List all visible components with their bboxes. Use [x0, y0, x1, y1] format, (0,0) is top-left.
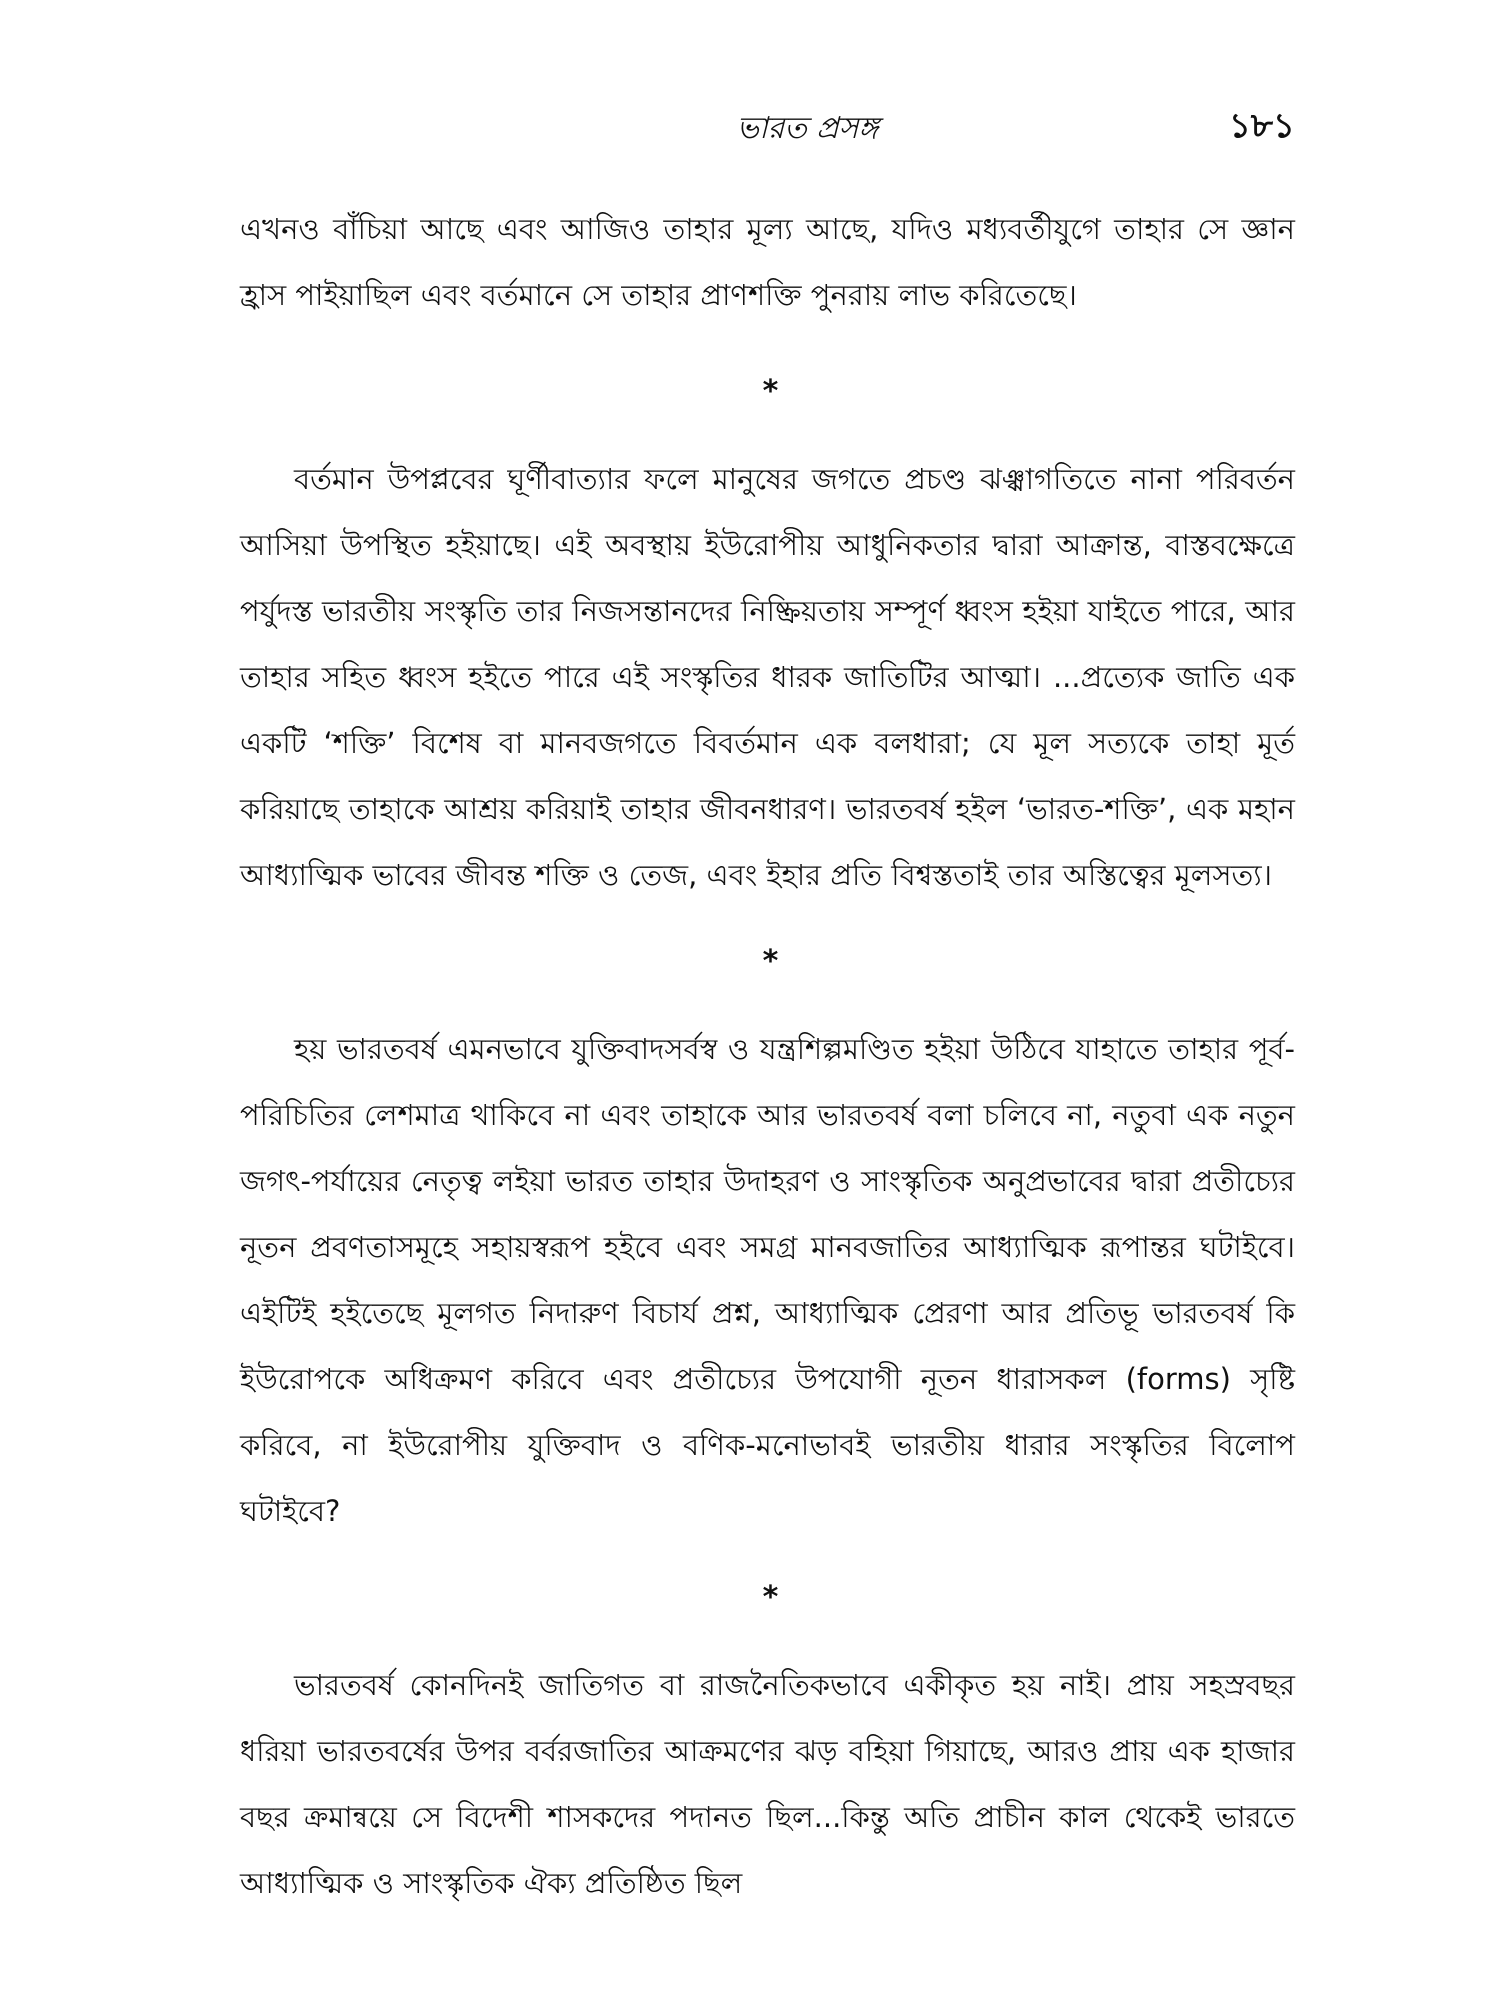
page-number: ১৮১	[1228, 106, 1295, 146]
paragraph: হয় ভারতবর্ষ এমনভাবে যুক্তিবাদসর্বস্ব ও যন্ত্রশিল্পমণ্ডিত হইয়া উঠিবে যাহাতে তাহার পূর্ব-পরিচিতির লেশমাত্র থাকিবে না এবং তাহাকে আর ভারতবর্ষ বলা চলিবে না, নতুবা এক নতুন জগৎ-পর্যায়ের নেতৃত্ব লইয়া ভারত তাহার উদাহরণ ও সাংস্কৃতিক অনুপ্রভাবের দ্বারা প্রতীচ্যের নূতন প্রবণতাসমূহে সহায়স্বরূপ হইবে এবং সমগ্র মানবজাতির আধ্যাত্মিক রূপান্তর ঘটাইবে। এইটিই হইতেছে মূলগত নিদারুণ বিচার্য প্রশ্ন, আধ্যাত্মিক প্রেরণা আর প্রতিভূ ভারতবর্ষ কি ইউরোপকে অধিক্রমণ করিবে এবং প্রতীচ্যের উপযোগী নূতন ধারাসকল (forms) সৃষ্টি করিবে, না ইউরোপীয় যুক্তিবাদ ও বণিক-মনোভাবই ভারতীয় ধারার সংস্কৃতির বিলোপ ঘটাইবে?	[240, 1032, 1295, 1528]
section-separator: *	[762, 1580, 779, 1615]
paragraph: বর্তমান উপপ্লবের ঘূর্ণীবাত্যার ফলে মানুষের জগতে প্রচণ্ড ঝঞ্ঝাগতিতে নানা পরিবর্তন আসিয়া উপস্থিত হইয়াছে। এই অবস্থায় ইউরোপীয় আধুনিকতার দ্বারা আক্রান্ত, বাস্তবক্ষেত্রে পর্যুদস্ত ভারতীয় সংস্কৃতি তার নিজসন্তানদের নিষ্ক্রিয়তায় সম্পূর্ণ ধ্বংস হইয়া যাইতে পারে, আর তাহার সহিত ধ্বংস হইতে পারে এই সংস্কৃতির ধারক জাতিটির আত্মা। ...প্রত্যেক জাতি এক একটি ‘শক্তি’ বিশেষ বা মানবজগতে বিবর্তমান এক বলধারা; যে মূল সত্যকে তাহা মূর্ত করিয়াছে তাহাকে আশ্রয় করিয়াই তাহার জীবনধারণ। ভারতবর্ষ হইল ‘ভারত-শক্তি’, এক মহান আধ্যাত্মিক ভাবের জীবন্ত শক্তি ও তেজ, এবং ইহার প্রতি বিশ্বস্ততাই তার অস্তিত্বের মূলসত্য।	[240, 462, 1295, 892]
running-head	[240, 96, 1295, 146]
running-title: ভারত প্রসঙ্গ	[736, 111, 879, 146]
paragraph: ভারতবর্ষ কোনদিনই জাতিগত বা রাজনৈতিকভাবে একীকৃত হয় নাই। প্রায় সহস্রবছর ধরিয়া ভারতবর্ষের উপর বর্বরজাতির আক্রমণের ঝড় বহিয়া গিয়াছে, আরও প্রায় এক হাজার বছর ক্রমান্বয়ে সে বিদেশী শাসকদের পদানত ছিল...কিন্তু অতি প্রাচীন কাল থেকেই ভারতে আধ্যাত্মিক ও সাংস্কৃতিক ঐক্য প্রতিষ্ঠিত ছিল	[240, 1668, 1295, 1900]
section-separator: *	[762, 374, 779, 409]
paragraph-continuation: এখনও বাঁচিয়া আছে এবং আজিও তাহার মূল্য আছে, যদিও মধ্যবর্তীযুগে তাহার সে জ্ঞান হ্রাস পাইয়াছিল এবং বর্তমানে সে তাহার প্রাণশক্তি পুনরায় লাভ করিতেছে।	[240, 212, 1295, 312]
section-separator: *	[762, 944, 779, 979]
body-text	[240, 196, 1295, 1916]
